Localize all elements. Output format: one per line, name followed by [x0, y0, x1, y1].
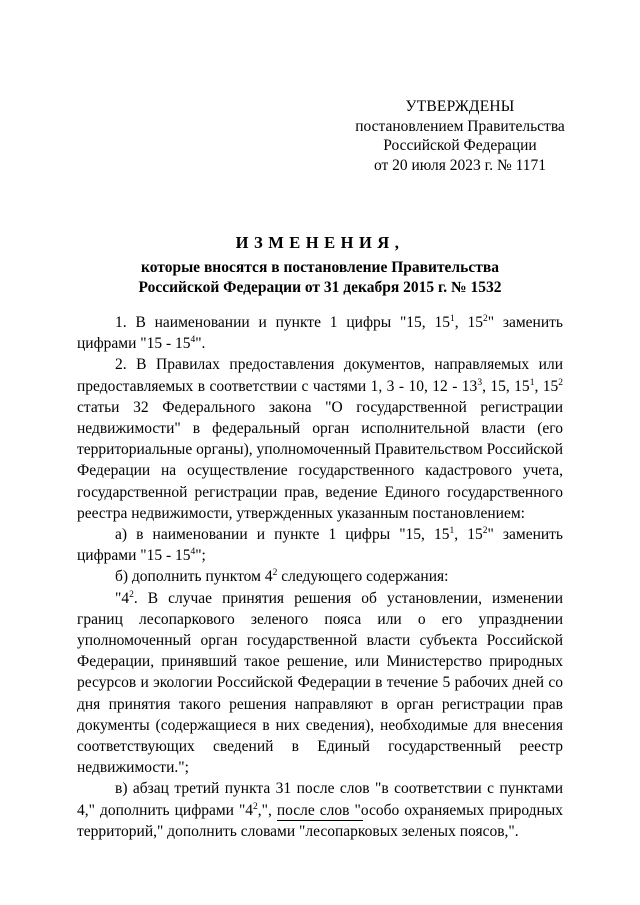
approval-line-2: Российской Федерации	[383, 137, 537, 154]
approval-line-1: постановлением Правительства	[355, 117, 565, 135]
approval-line-3: от 20 июля 2023 г. № 1171	[373, 156, 547, 174]
document-body	[77, 312, 563, 842]
paragraph-3-text-d: ";	[195, 547, 206, 565]
paragraph-3-text-b: , 15	[454, 526, 483, 544]
paragraph-2	[77, 354, 563, 524]
paragraph-6	[77, 778, 563, 842]
superscript: 4	[190, 547, 196, 558]
superscript: 1	[449, 526, 455, 537]
superscript: 2	[272, 568, 278, 579]
approval-stamp	[340, 97, 580, 175]
paragraph-5-text-b: . В случае принятия решения об установлении, изменении границ лесопаркового зеленого пояса или о его упразднении уполномоченный орган государственной власти субъекта Российской Федерации, принявший такое решение, или Министерство природных ресурсов и экологии Российской Федерации в течение 5 рабочих дней со дня принятия такого решения направляют в орган регистрации прав документы (содержащиеся в них сведения), необходимые для внесения соответствующих сведений в Единый государственный реестр недвижимости.";	[77, 589, 563, 777]
closing-rule	[277, 820, 363, 821]
approval-title: УТВЕРЖДЕНЫ	[405, 98, 515, 115]
paragraph-1-text-a: 1. В наименовании и пункте 1 цифры "15, 15	[115, 314, 451, 331]
paragraph-4	[77, 566, 563, 587]
superscript: 2	[253, 801, 258, 812]
paragraph-5	[77, 588, 563, 779]
superscript: 3	[477, 377, 483, 388]
heading-title: ИЗМЕНЕНИЯ,	[235, 233, 405, 252]
paragraph-3-text-a: а) в наименовании и пункте 1 цифры "15, 15	[115, 526, 450, 544]
paragraph-1-text-b: , 15	[454, 314, 483, 331]
heading-subtitle-line-1: которые вносятся в постановление Правительства	[141, 259, 499, 276]
paragraph-3-text-c: " заменить цифрами "15 - 15	[77, 526, 564, 565]
heading-subtitle-line-2: Российской Федерации от 31 декабря 2015 г. № 1532	[138, 278, 502, 296]
paragraph-1-text-c: " заменить цифрами "15 - 15	[77, 314, 563, 353]
paragraph-4-text-a: б) дополнить пунктом 4	[115, 568, 273, 586]
paragraph-3	[77, 524, 563, 566]
paragraph-5-text-a: "4	[115, 589, 130, 607]
superscript: 1	[529, 377, 535, 388]
paragraph-1-text-d: ".	[195, 335, 206, 353]
superscript: 2	[482, 314, 488, 324]
paragraph-6-text-b: ,", после слов "особо охраняемых природных территорий," дополнить словами "лесопарковых зеленых поясов,".	[77, 801, 563, 840]
paragraph-6-text-a: в) абзац третий пункта 31 после слов "в соответствии с пунктами 4," дополнить цифрами "4	[77, 780, 563, 819]
paragraph-2-text-b: , 15, 15	[482, 377, 530, 395]
superscript: 2	[129, 589, 134, 600]
superscript: 4	[190, 335, 196, 346]
superscript: 2	[558, 377, 563, 388]
paragraph-2-text-d: статьи 32 Федерального закона "О государственной регистрации недвижимости" в федеральный орган исполнительной власти (его территориальные органы), уполномоченный Правительством Российской Федерации на осуществление государственного кадастрового учета, государственной регистрации прав, ведение Единого государственного реестра недвижимости, утвержденных указанным постановлением:	[77, 398, 563, 522]
superscript: 1	[450, 314, 455, 324]
paragraph-2-text-c: , 15	[534, 377, 559, 395]
document-heading	[60, 233, 580, 297]
paragraph-2-text-a: 2. В Правилах предоставления документов, направляемых или предоставляемых в соответствии с частями 1, 3 - 10, 12 - 13	[77, 356, 563, 395]
superscript: 2	[482, 526, 488, 537]
paragraph-4-text-b: следующего содержания:	[277, 568, 449, 586]
paragraph-1	[77, 312, 563, 354]
